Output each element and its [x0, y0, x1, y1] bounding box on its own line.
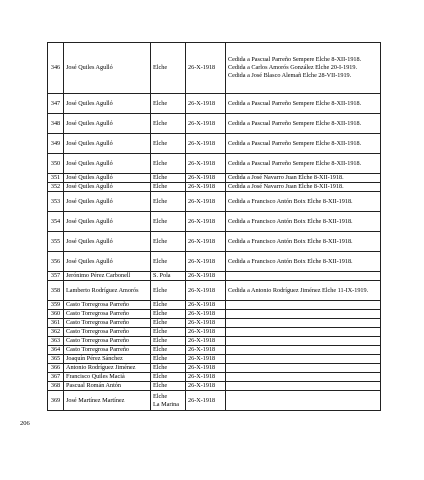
cell-name: José Quiles Agulló	[64, 212, 151, 232]
cell-place: Elche	[151, 114, 186, 134]
cell-notes	[226, 328, 381, 337]
cell-place: Elche	[151, 382, 186, 391]
cell-num: 360	[48, 310, 64, 319]
cell-num: 369	[48, 391, 64, 411]
table-row	[48, 364, 381, 373]
cell-place: Elche	[151, 364, 186, 373]
table-row	[48, 301, 381, 310]
table-row	[48, 373, 381, 382]
cell-notes	[226, 272, 381, 281]
cell-date: 26-X-1918	[186, 114, 226, 134]
cell-date: 26-X-1918	[186, 346, 226, 355]
cell-name: Casto Torregrosa Parreño	[64, 337, 151, 346]
cell-notes: Cedida a Francisco Antón Boix Elche 8-XII-1918.	[226, 232, 381, 252]
cell-name: Pascual Román Antón	[64, 382, 151, 391]
table-row	[48, 43, 381, 94]
cell-notes	[226, 301, 381, 310]
cell-name: Casto Torregrosa Parreño	[64, 301, 151, 310]
cell-place: Elche La Marina	[151, 391, 186, 411]
cell-place: Elche	[151, 355, 186, 364]
cell-date: 26-X-1918	[186, 272, 226, 281]
cell-date: 26-X-1918	[186, 43, 226, 94]
cell-name: José Quiles Agulló	[64, 192, 151, 212]
cell-place: Elche	[151, 301, 186, 310]
table-row	[48, 94, 381, 114]
cell-place: Elche	[151, 183, 186, 192]
cell-date: 26-X-1918	[186, 183, 226, 192]
cell-num: 368	[48, 382, 64, 391]
cell-date: 26-X-1918	[186, 174, 226, 183]
cell-num: 366	[48, 364, 64, 373]
cell-place: Elche	[151, 252, 186, 272]
cell-place: Elche	[151, 192, 186, 212]
table-row	[48, 183, 381, 192]
cell-notes: Cedida a Francisco Antón Boix Elche 8-XII-1918.	[226, 192, 381, 212]
cell-notes	[226, 319, 381, 328]
cell-place: Elche	[151, 281, 186, 301]
cell-num: 363	[48, 337, 64, 346]
cell-date: 26-X-1918	[186, 310, 226, 319]
cell-notes: Cedida a Pascual Parreño Sempere Elche 8-XII-1918.	[226, 94, 381, 114]
cell-num: 367	[48, 373, 64, 382]
cell-notes: Cedida a José Navarro Juan Elche 8-XII-1918.	[226, 174, 381, 183]
cell-notes	[226, 391, 381, 411]
table-row	[48, 134, 381, 154]
cell-notes: Cedida a José Navarro Juan Elche 8-XII-1918.	[226, 183, 381, 192]
cell-num: 353	[48, 192, 64, 212]
cell-notes: Cedida a Francisco Antón Boix Elche 8-XII-1918.	[226, 252, 381, 272]
cell-name: Casto Torregrosa Parreño	[64, 319, 151, 328]
cell-notes: Cedida a Pascual Parreño Sempere Elche 8-XII-1918.	[226, 154, 381, 174]
cell-num: 352	[48, 183, 64, 192]
cell-num: 358	[48, 281, 64, 301]
cell-name: José Martínez Martínez	[64, 391, 151, 411]
cell-name: José Quiles Agulló	[64, 154, 151, 174]
cell-place: Elche	[151, 232, 186, 252]
cell-date: 26-X-1918	[186, 281, 226, 301]
cell-place: Elche	[151, 319, 186, 328]
cell-name: José Quiles Agulló	[64, 94, 151, 114]
cell-name: José Quiles Agulló	[64, 183, 151, 192]
registry-table	[47, 42, 381, 411]
cell-name: José Quiles Agulló	[64, 43, 151, 94]
page-number: 206	[20, 420, 30, 427]
cell-date: 26-X-1918	[186, 355, 226, 364]
cell-date: 26-X-1918	[186, 192, 226, 212]
table-row	[48, 281, 381, 301]
cell-place: Elche	[151, 337, 186, 346]
cell-date: 26-X-1918	[186, 212, 226, 232]
cell-date: 26-X-1918	[186, 232, 226, 252]
table-row	[48, 212, 381, 232]
cell-name: Jerónimo Pérez Carbonell	[64, 272, 151, 281]
cell-date: 26-X-1918	[186, 382, 226, 391]
table-row	[48, 232, 381, 252]
cell-notes	[226, 310, 381, 319]
table-row	[48, 346, 381, 355]
cell-notes	[226, 337, 381, 346]
cell-date: 26-X-1918	[186, 364, 226, 373]
table-row	[48, 114, 381, 134]
cell-name: José Quiles Agulló	[64, 114, 151, 134]
table-row	[48, 252, 381, 272]
cell-date: 26-X-1918	[186, 134, 226, 154]
cell-place: Elche	[151, 212, 186, 232]
cell-num: 361	[48, 319, 64, 328]
cell-notes	[226, 364, 381, 373]
cell-num: 347	[48, 94, 64, 114]
cell-notes	[226, 346, 381, 355]
cell-num: 365	[48, 355, 64, 364]
cell-name: José Quiles Agulló	[64, 232, 151, 252]
cell-num: 357	[48, 272, 64, 281]
table-row	[48, 337, 381, 346]
cell-num: 355	[48, 232, 64, 252]
registry-table-body	[48, 43, 381, 411]
cell-num: 359	[48, 301, 64, 310]
cell-date: 26-X-1918	[186, 337, 226, 346]
cell-name: José Quiles Agulló	[64, 252, 151, 272]
cell-num: 364	[48, 346, 64, 355]
cell-notes: Cedida a Pascual Parreño Sempere Elche 8-XII-1918.	[226, 134, 381, 154]
cell-date: 26-X-1918	[186, 319, 226, 328]
cell-notes: Cedida a Pascual Parreño Sempere Elche 8-XII-1918.	[226, 114, 381, 134]
table-row	[48, 319, 381, 328]
cell-num: 350	[48, 154, 64, 174]
cell-place: Elche	[151, 154, 186, 174]
cell-date: 26-X-1918	[186, 94, 226, 114]
cell-name: Antonio Rodríguez Jiménez	[64, 364, 151, 373]
cell-date: 26-X-1918	[186, 252, 226, 272]
cell-name: José Quiles Agulló	[64, 174, 151, 183]
cell-date: 26-X-1918	[186, 391, 226, 411]
cell-place: S. Pola	[151, 272, 186, 281]
cell-place: Elche	[151, 94, 186, 114]
cell-date: 26-X-1918	[186, 373, 226, 382]
cell-place: Elche	[151, 43, 186, 94]
cell-name: Casto Torregrosa Parreño	[64, 310, 151, 319]
cell-place: Elche	[151, 310, 186, 319]
cell-notes	[226, 382, 381, 391]
cell-notes	[226, 373, 381, 382]
table-row	[48, 272, 381, 281]
cell-num: 354	[48, 212, 64, 232]
cell-name: Francisco Quiles Macià	[64, 373, 151, 382]
cell-place: Elche	[151, 346, 186, 355]
cell-num: 349	[48, 134, 64, 154]
cell-date: 26-X-1918	[186, 154, 226, 174]
cell-num: 346	[48, 43, 64, 94]
cell-place: Elche	[151, 174, 186, 183]
table-row	[48, 328, 381, 337]
table-row	[48, 391, 381, 411]
table-row	[48, 310, 381, 319]
cell-num: 362	[48, 328, 64, 337]
cell-place: Elche	[151, 328, 186, 337]
cell-name: José Quiles Agulló	[64, 134, 151, 154]
cell-notes	[226, 355, 381, 364]
table-row	[48, 355, 381, 364]
cell-num: 356	[48, 252, 64, 272]
cell-date: 26-X-1918	[186, 328, 226, 337]
table-row	[48, 174, 381, 183]
cell-name: Lamberto Rodríguez Amorós	[64, 281, 151, 301]
cell-num: 348	[48, 114, 64, 134]
cell-name: Casto Torregrosa Parreño	[64, 328, 151, 337]
cell-notes: Cedida a Francisco Antón Boix Elche 8-XII-1918.	[226, 212, 381, 232]
cell-notes: Cedida a Pascual Parreño Sempere Elche 8-XII-1918. Cedida a Carlos Amorós González Elche 20-I-1919. Cedida a José Blasco Alemañ Elche 28-VII-1919.	[226, 43, 381, 94]
table-row	[48, 192, 381, 212]
cell-name: Joaquín Pérez Sánchez	[64, 355, 151, 364]
cell-place: Elche	[151, 134, 186, 154]
cell-name: Casto Torregrosa Parreño	[64, 346, 151, 355]
cell-place: Elche	[151, 373, 186, 382]
cell-notes: Cedida a Antonio Rodríguez Jiménez Elche 11-IX-1919.	[226, 281, 381, 301]
cell-num: 351	[48, 174, 64, 183]
cell-date: 26-X-1918	[186, 301, 226, 310]
table-row	[48, 382, 381, 391]
table-row	[48, 154, 381, 174]
